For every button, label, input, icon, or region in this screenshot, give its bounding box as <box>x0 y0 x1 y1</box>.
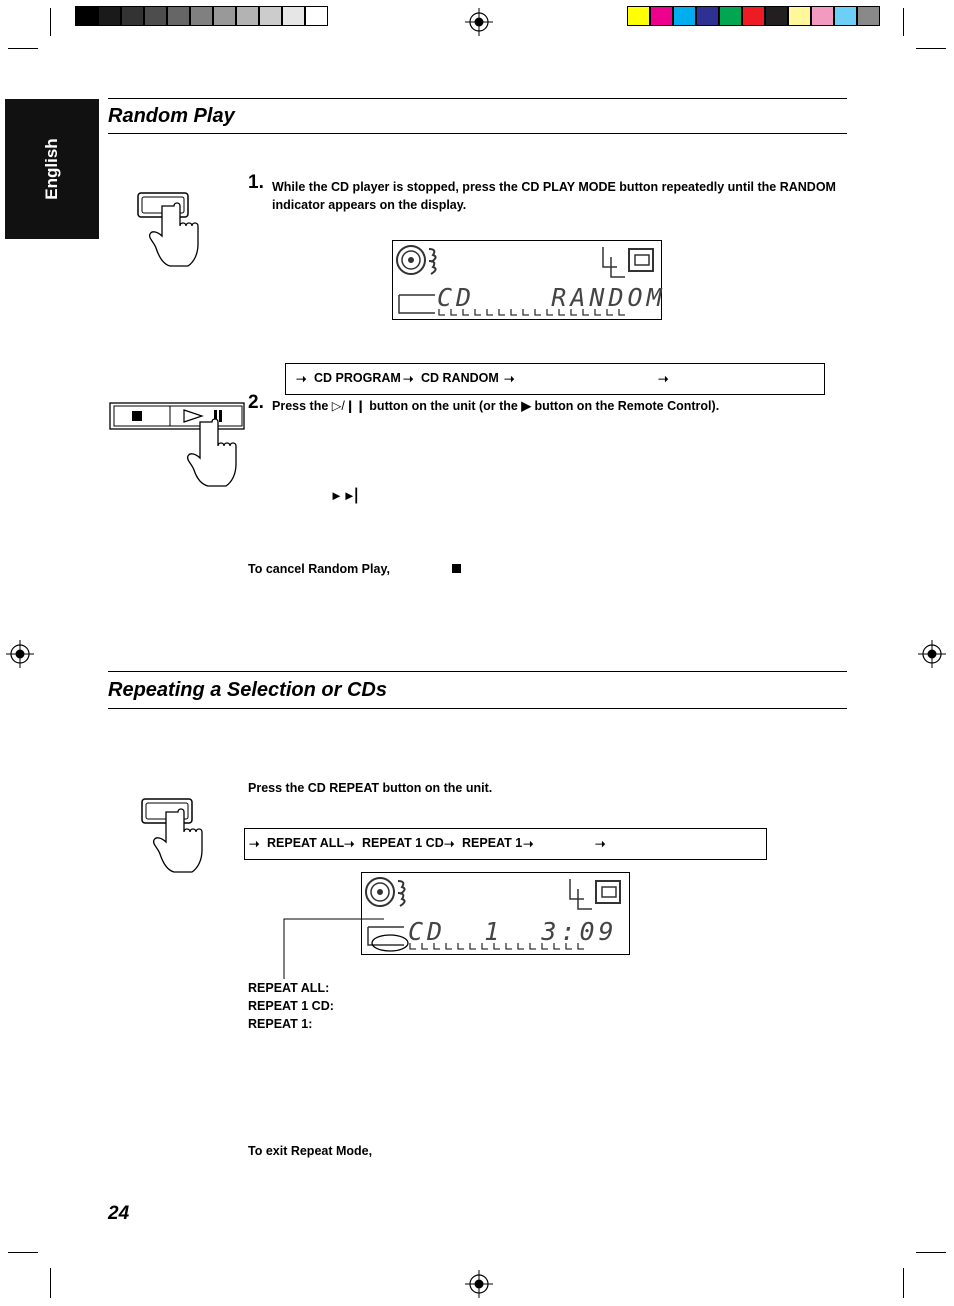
crop-mark <box>903 8 904 36</box>
registration-crosshair-icon <box>465 1270 493 1298</box>
crop-mark <box>916 1252 946 1253</box>
color-swatch <box>75 6 98 26</box>
lcd-readout-random: CD RANDOM <box>437 283 666 312</box>
color-swatch <box>696 6 719 26</box>
arrow-right-icon: ➝ <box>658 372 669 386</box>
tray-indicator-icon <box>599 243 659 283</box>
crop-mark <box>916 48 946 49</box>
sequence-item: CD RANDOM <box>421 371 499 385</box>
language-tab <box>5 99 99 239</box>
crop-mark <box>50 8 51 36</box>
step-number: 2. <box>248 392 264 413</box>
repeating-title: Repeating a Selection or CDs <box>108 679 387 701</box>
stop-play-buttons-with-hand-icon <box>108 400 248 488</box>
color-swatch <box>765 6 788 26</box>
cancel-random-label: To cancel Random Play, <box>248 562 390 576</box>
section-rule <box>108 98 847 99</box>
tray-indicator-icon <box>566 875 626 915</box>
sequence-item: REPEAT 1 CD <box>362 836 444 850</box>
section-rule <box>108 133 847 134</box>
color-swatch <box>627 6 650 26</box>
random-play-title: Random Play <box>108 105 235 127</box>
color-swatch <box>650 6 673 26</box>
stop-icon <box>452 564 461 573</box>
arrow-right-icon: ➝ <box>344 837 355 851</box>
track-segments-icon <box>408 941 628 951</box>
sequence-item: REPEAT 1 <box>462 836 523 850</box>
color-swatch <box>742 6 765 26</box>
color-swatch <box>236 6 259 26</box>
step2-text-middle: button on the unit (or the <box>369 399 518 413</box>
color-swatch <box>305 6 328 26</box>
crop-mark <box>903 1268 904 1298</box>
repeat-mode-sequence-box <box>244 828 767 860</box>
play-pause-icon: ▷/❙❙ <box>331 399 366 413</box>
color-swatch <box>144 6 167 26</box>
callout-leader-line <box>280 915 390 980</box>
sequence-item: CD PROGRAM <box>314 371 401 385</box>
lcd-bracket-icon <box>397 289 437 317</box>
lcd-display-random <box>392 240 666 320</box>
crop-mark <box>8 48 38 49</box>
registration-crosshair-icon <box>6 640 34 668</box>
lcd-display-repeat <box>361 872 630 955</box>
crop-mark <box>8 1252 38 1253</box>
arrow-right-icon: ➝ <box>296 372 307 386</box>
color-swatch <box>190 6 213 26</box>
hand-pressing-button-icon <box>140 796 206 874</box>
play-mode-sequence-box <box>285 363 825 395</box>
arrow-right-icon: ➝ <box>444 837 455 851</box>
lcd-readout-repeat: CD 1 3:09 <box>408 917 618 946</box>
registration-crosshair-icon <box>918 640 946 668</box>
arrow-right-icon: ➝ <box>595 837 606 851</box>
color-swatch <box>121 6 144 26</box>
step2-text-prefix: Press the <box>272 399 329 413</box>
step2-text <box>272 397 719 415</box>
color-swatch <box>282 6 305 26</box>
color-swatch <box>98 6 121 26</box>
disc-icon <box>364 875 424 915</box>
color-swatch <box>834 6 857 26</box>
step2-text-suffix: button on the Remote Control). <box>534 399 720 413</box>
language-tab-label: English <box>42 138 61 200</box>
repeat-legend-item: REPEAT ALL: <box>248 981 330 995</box>
color-swatch <box>788 6 811 26</box>
step1-text-line2: indicator appears on the display. <box>272 198 467 212</box>
section-rule <box>108 708 847 709</box>
arrow-right-icon: ➝ <box>403 372 414 386</box>
section-rule <box>108 671 847 672</box>
skip-forward-icon: ►►▏ <box>330 488 366 503</box>
color-swatch <box>719 6 742 26</box>
arrow-right-icon: ➝ <box>504 372 515 386</box>
repeat-legend-item: REPEAT 1 CD: <box>248 999 334 1013</box>
color-swatch <box>673 6 696 26</box>
color-swatch <box>167 6 190 26</box>
step1-text-line1: While the CD player is stopped, press the CD PLAY MODE button repeatedly until the RANDOM <box>272 180 836 194</box>
color-swatch <box>811 6 834 26</box>
hand-pressing-button-icon <box>136 190 202 268</box>
repeat-instruction: Press the CD REPEAT button on the unit. <box>248 781 493 795</box>
page-number: 24 <box>108 1203 130 1224</box>
arrow-right-icon: ➝ <box>523 837 534 851</box>
play-icon: ▶ <box>521 399 531 413</box>
sequence-item: REPEAT ALL <box>267 836 345 850</box>
registration-crosshair-icon <box>465 8 493 36</box>
color-swatch <box>857 6 880 26</box>
color-swatch <box>213 6 236 26</box>
exit-repeat-label: To exit Repeat Mode, <box>248 1144 373 1158</box>
color-swatch <box>259 6 282 26</box>
step-number: 1. <box>248 172 264 193</box>
disc-icon <box>395 243 455 283</box>
arrow-right-icon: ➝ <box>249 837 260 851</box>
repeat-legend-item: REPEAT 1: <box>248 1017 313 1031</box>
crop-mark <box>50 1268 51 1298</box>
track-segments-icon <box>437 307 657 317</box>
